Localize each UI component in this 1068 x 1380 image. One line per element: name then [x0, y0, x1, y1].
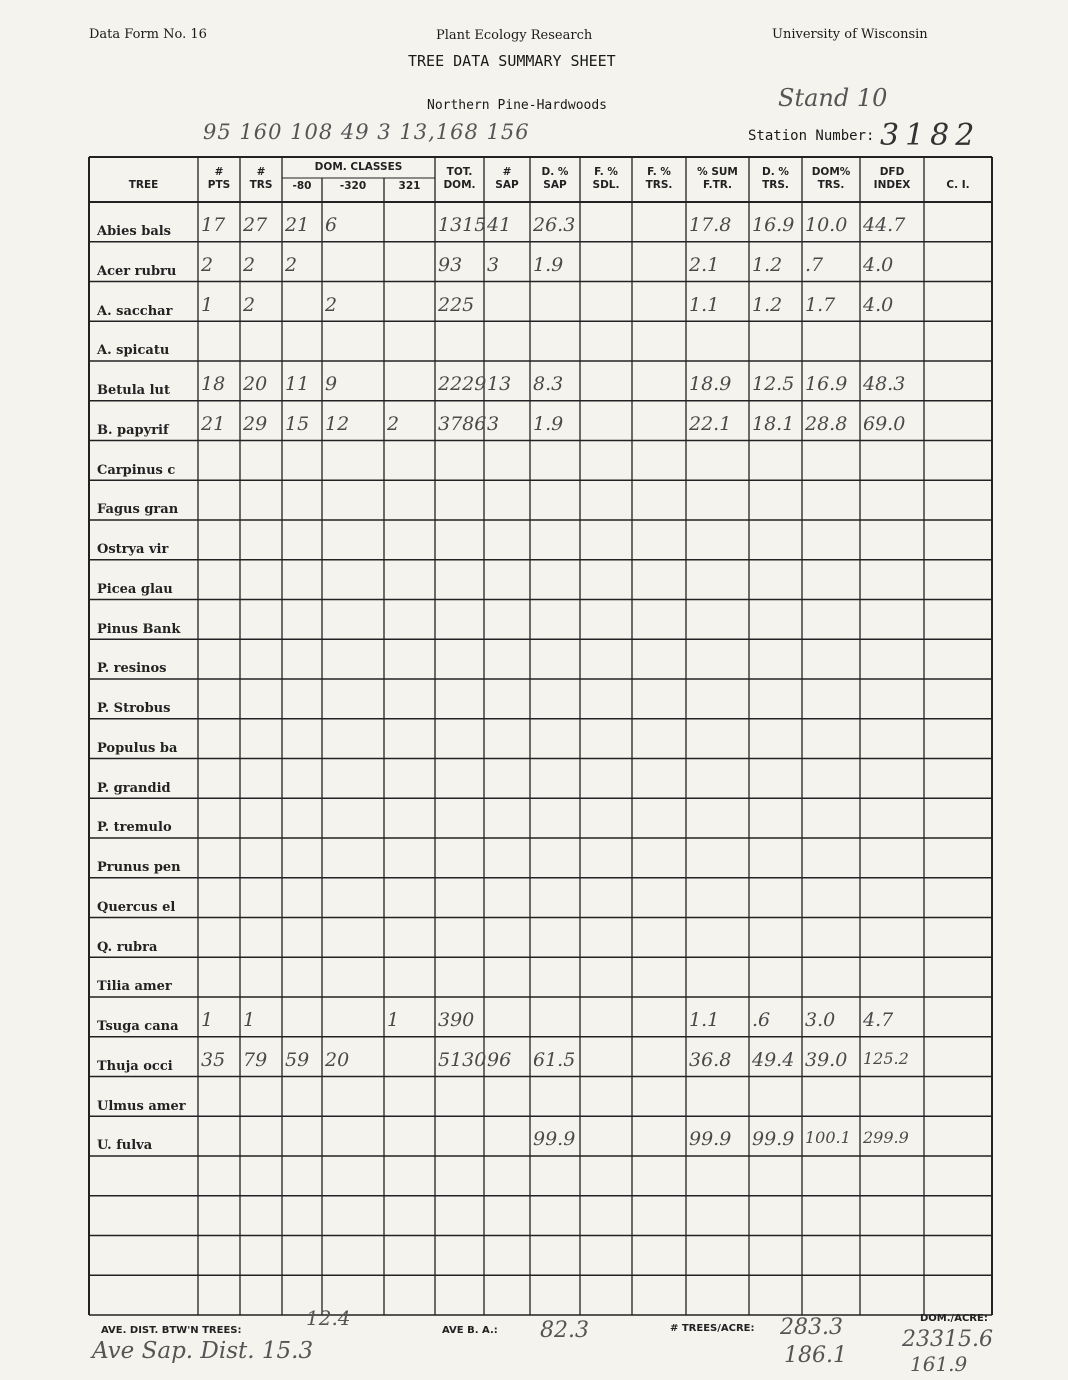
cell-pts: 2: [201, 253, 214, 276]
cell-domt: 16.9: [805, 373, 848, 395]
species-label: A. spicatu: [97, 343, 170, 359]
cell-pts: 35: [201, 1048, 226, 1071]
cell-dfd: 48.3: [863, 373, 906, 395]
cell-sum: 17.8: [689, 214, 732, 236]
cell-tot: 1315: [438, 214, 487, 236]
species-label: B. papyrif: [97, 422, 169, 438]
cell-trs: 20: [243, 373, 268, 395]
species-label: P. resinos: [97, 661, 167, 677]
species-label: P. grandid: [97, 780, 171, 796]
trees-acre-value-2: 186.1: [784, 1343, 847, 1368]
cell-dfd: 4.0: [863, 253, 894, 276]
cell-dtrs: 99.9: [752, 1128, 795, 1151]
column-header-d-sap: D. % SAP: [541, 166, 569, 191]
column-header-tot-dom: TOT. DOM.: [443, 166, 476, 191]
species-label: A. sacchar: [97, 303, 173, 319]
cell-tot: 3786: [438, 412, 487, 435]
cell-dsap: 99.9: [533, 1128, 576, 1151]
page-title: TREE DATA SUMMARY SHEET: [408, 52, 616, 70]
species-label: Tsuga cana: [97, 1019, 179, 1034]
species-label: P. Strobus: [97, 701, 171, 716]
species-label: P. tremulo: [97, 820, 172, 836]
cell-d321: 1: [387, 1009, 400, 1031]
species-label: Ulmus amer: [97, 1098, 186, 1114]
species-label: Fagus gran: [97, 502, 179, 518]
cell-trs: 2: [243, 293, 256, 316]
cell-sap: 96: [487, 1048, 512, 1071]
cell-dsap: 8.3: [533, 373, 564, 395]
station-number-label: Station Number:: [748, 128, 875, 144]
cell-d320: 12: [325, 412, 350, 435]
column-header-dfd: DFD INDEX: [873, 166, 911, 191]
cell-domt: .7: [805, 253, 824, 276]
cell-dfd: 299.9: [863, 1128, 909, 1148]
species-label: Tilia amer: [97, 979, 172, 995]
column-header-sap: # SAP: [495, 166, 519, 191]
trees-acre-label: # TREES/ACRE:: [670, 1323, 755, 1334]
form-number: Data Form No. 16: [89, 27, 207, 42]
ave-sap-dist-note: Ave Sap. Dist. 15.3: [92, 1338, 314, 1364]
cell-d80: 59: [285, 1048, 310, 1071]
column-header-dom-classes: DOM. CLASSES: [314, 161, 403, 173]
species-label: U. fulva: [97, 1138, 153, 1154]
species-label: Ostrya vir: [97, 542, 169, 557]
station-number-value: 3182: [880, 118, 981, 153]
species-label: Q. rubra: [97, 939, 158, 955]
cell-sap: 3: [487, 253, 500, 276]
ave-dist-label: AVE. DIST. BTW'N TREES:: [101, 1325, 242, 1336]
column-header-dom-80: -80: [292, 180, 312, 192]
species-label: Acer rubru: [97, 263, 177, 279]
cell-dtrs: 18.1: [752, 412, 795, 435]
column-header-trs: # TRS: [249, 166, 273, 191]
cell-domt: 3.0: [805, 1009, 836, 1031]
cell-pts: 1: [201, 1009, 214, 1031]
cell-dtrs: 16.9: [752, 214, 795, 236]
cell-sum: 2.1: [689, 253, 720, 276]
species-label: Picea glau: [97, 581, 173, 597]
cell-dfd: 4.0: [863, 293, 894, 316]
cell-sap: 41: [487, 214, 512, 236]
species-label: Abies bals: [97, 224, 172, 239]
cell-dtrs: 12.5: [752, 373, 795, 395]
cell-sap: 3: [487, 412, 500, 435]
cell-domt: 100.1: [805, 1128, 851, 1148]
cell-d320: 20: [325, 1048, 350, 1071]
cell-tot: 390: [438, 1009, 475, 1031]
column-header-dom-320: -320: [339, 180, 367, 192]
cell-sap: 13: [487, 373, 512, 395]
column-header-dom-321: 321: [398, 180, 421, 192]
column-header-pts: # PTS: [207, 166, 231, 191]
cell-d80: 2: [285, 253, 298, 276]
cell-dfd: 69.0: [863, 412, 906, 435]
cell-dsap: 1.9: [533, 412, 564, 435]
stand-note: Stand 10: [778, 84, 888, 112]
cell-dfd: 125.2: [863, 1048, 909, 1068]
cell-pts: 18: [201, 373, 226, 395]
column-header-f-trs: F. % TRS.: [645, 166, 673, 191]
cell-pts: 1: [201, 293, 214, 316]
cell-domt: 1.7: [805, 293, 836, 316]
cell-d80: 15: [285, 412, 310, 435]
cell-domt: 10.0: [805, 214, 848, 236]
column-header-f-sdl: F. % SDL.: [592, 166, 620, 191]
cell-dtrs: .6: [752, 1009, 771, 1031]
university: University of Wisconsin: [772, 27, 928, 42]
organization: Plant Ecology Research: [436, 28, 593, 43]
cell-pts: 17: [201, 214, 226, 236]
cell-dsap: 61.5: [533, 1048, 576, 1071]
cell-sum: 1.1: [689, 1009, 720, 1031]
cell-trs: 1: [243, 1009, 256, 1031]
ave-ba-value: 82.3: [540, 1318, 589, 1343]
species-label: Quercus el: [97, 899, 176, 915]
dom-acre-label: DOM./ACRE:: [920, 1313, 988, 1324]
cell-dfd: 4.7: [863, 1009, 894, 1031]
cell-sum: 1.1: [689, 293, 720, 316]
ave-dist-value: 12.4: [306, 1306, 351, 1330]
cell-sum: 36.8: [689, 1048, 732, 1071]
cell-sum: 22.1: [689, 412, 732, 435]
trees-acre-value: 283.3: [780, 1315, 843, 1340]
cell-tot: 2229: [438, 373, 487, 395]
cell-trs: 29: [243, 412, 268, 435]
cell-dtrs: 1.2: [752, 293, 783, 316]
cell-dsap: 1.9: [533, 253, 564, 276]
cell-d320: 9: [325, 373, 338, 395]
cell-d320: 2: [325, 293, 338, 316]
cell-dtrs: 49.4: [752, 1048, 795, 1071]
cell-d321: 2: [387, 412, 400, 435]
cell-d80: 21: [285, 214, 310, 236]
cell-sum: 18.9: [689, 373, 732, 395]
cell-domt: 39.0: [805, 1048, 848, 1071]
species-label: Populus ba: [97, 740, 178, 756]
cell-tot: 93: [438, 253, 463, 276]
cell-trs: 79: [243, 1048, 268, 1071]
cell-d80: 11: [285, 373, 310, 395]
column-header-dom-trs: DOM% TRS.: [811, 166, 851, 191]
cell-trs: 27: [243, 214, 268, 236]
cell-tot: 225: [438, 293, 475, 316]
column-header-tree: TREE: [128, 179, 159, 191]
species-label: Thuja occi: [97, 1058, 173, 1074]
species-label: Betula lut: [97, 383, 170, 398]
cell-dfd: 44.7: [863, 214, 906, 236]
dom-acre-value-2: 161.9: [910, 1352, 968, 1376]
cell-domt: 28.8: [805, 412, 848, 435]
forest-type: Northern Pine-Hardwoods: [427, 98, 608, 113]
column-header-sum-ftr: % SUM F.TR.: [697, 166, 738, 191]
top-tally: 95 160 108 49 3 13,168 156: [203, 120, 530, 144]
species-label: Prunus pen: [97, 860, 181, 875]
dom-acre-value: 23315.6: [902, 1327, 993, 1352]
cell-dsap: 26.3: [533, 214, 576, 236]
cell-d320: 6: [325, 214, 338, 236]
cell-trs: 2: [243, 253, 256, 276]
cell-pts: 21: [201, 412, 226, 435]
ave-ba-label: AVE B. A.:: [442, 1325, 498, 1336]
species-label: Pinus Bank: [97, 621, 181, 637]
cell-tot: 5130: [438, 1048, 487, 1071]
column-header-ci: C. I.: [946, 179, 970, 191]
cell-dtrs: 1.2: [752, 253, 783, 276]
species-label: Carpinus c: [97, 462, 176, 478]
column-header-d-trs: D. % TRS.: [762, 166, 789, 191]
cell-sum: 99.9: [689, 1128, 732, 1151]
